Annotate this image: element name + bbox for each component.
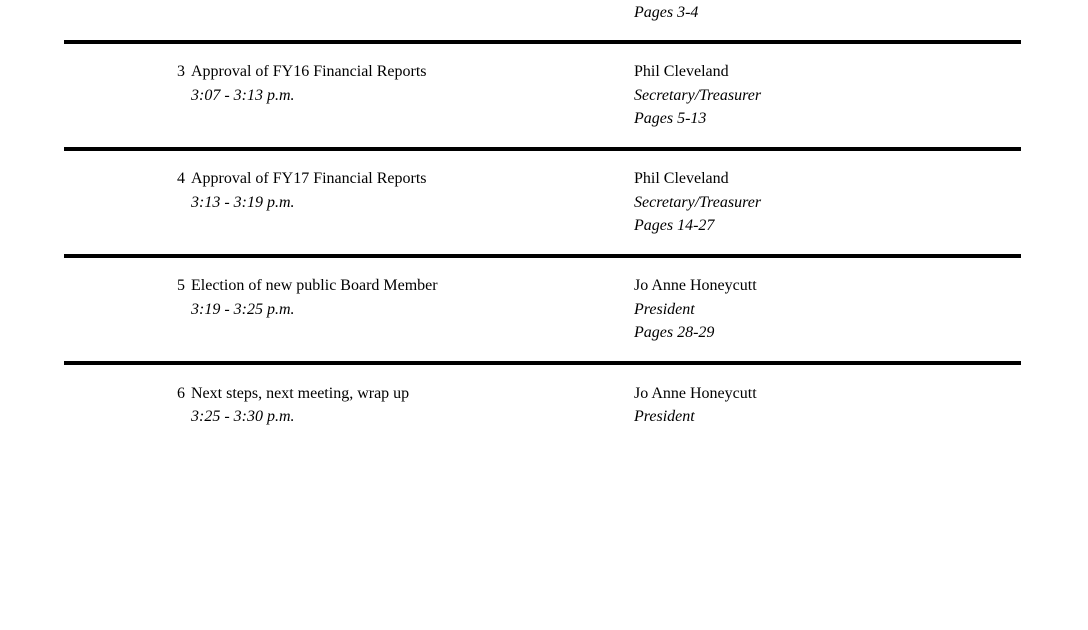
- agenda-item-time: 3:07 - 3:13 p.m.: [191, 87, 295, 104]
- agenda-item-pages: Pages 5-13: [634, 110, 707, 127]
- agenda-item-presenter: Jo Anne Honeycutt: [634, 385, 757, 402]
- divider: [64, 254, 1021, 258]
- agenda-item-number: 3: [177, 63, 185, 80]
- agenda-item-heading: [177, 276, 438, 296]
- agenda-item-title: Approval of FY17 Financial Reports: [191, 170, 427, 187]
- agenda-item-number: 4: [177, 170, 185, 187]
- agenda-item-time: 3:13 - 3:19 p.m.: [191, 194, 295, 211]
- agenda-item-heading: [177, 169, 427, 189]
- agenda-item-pages: Pages 14-27: [634, 217, 715, 234]
- prev-item-pages: Pages 3-4: [634, 4, 699, 21]
- agenda-item-role: President: [634, 301, 695, 318]
- agenda-item-role: Secretary/Treasurer: [634, 87, 762, 104]
- agenda-item-title: Election of new public Board Member: [191, 277, 438, 294]
- agenda-item-role: President: [634, 408, 695, 425]
- agenda-item-presenter: Jo Anne Honeycutt: [634, 277, 757, 294]
- agenda-item-role: Secretary/Treasurer: [634, 194, 762, 211]
- agenda-item-title: Next steps, next meeting, wrap up: [191, 385, 410, 402]
- divider: [64, 361, 1021, 365]
- agenda-item-presenter: Phil Cleveland: [634, 170, 729, 187]
- agenda-item-heading: [177, 62, 427, 82]
- agenda-item-presenter: Phil Cleveland: [634, 63, 729, 80]
- divider: [64, 147, 1021, 151]
- agenda-item-heading: [177, 384, 409, 404]
- agenda-item-number: 5: [177, 277, 185, 294]
- agenda-item-time: 3:19 - 3:25 p.m.: [191, 301, 295, 318]
- divider: [64, 40, 1021, 44]
- agenda-item-pages: Pages 28-29: [634, 324, 715, 341]
- agenda-item-time: 3:25 - 3:30 p.m.: [191, 408, 295, 425]
- agenda-item-title: Approval of FY16 Financial Reports: [191, 63, 427, 80]
- agenda-item-number: 6: [177, 385, 185, 402]
